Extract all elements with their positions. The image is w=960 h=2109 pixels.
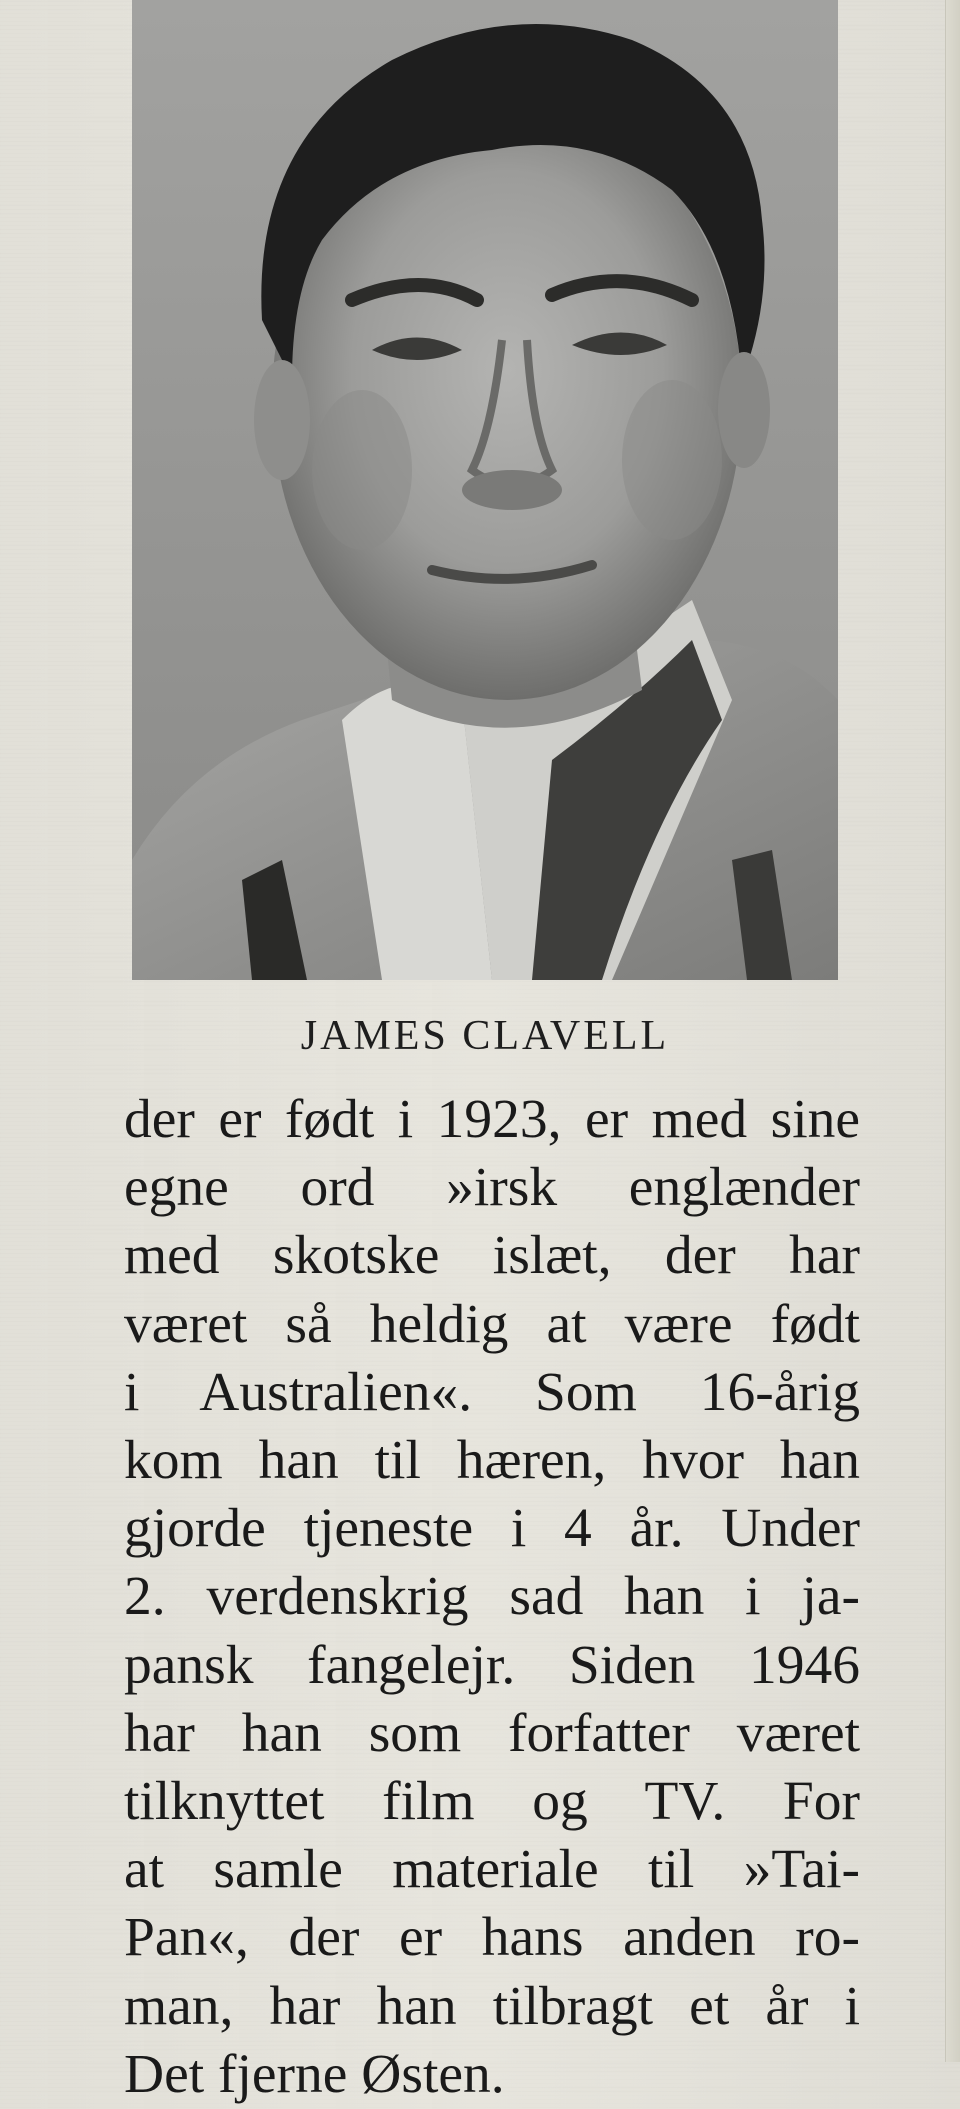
author-bio-paragraph xyxy=(124,1086,860,2109)
bio-line: kom han til hæren, hvor han xyxy=(124,1430,860,1492)
bio-line: egne ord »irsk englænder xyxy=(124,1157,860,1219)
author-name-caption: JAMES CLAVELL xyxy=(300,1013,670,1059)
bio-line: der er født i 1923, er med sine xyxy=(124,1089,860,1150)
bio-line: man, har han tilbragt et år i xyxy=(124,1975,860,2037)
bio-line: at samle materiale til »Tai- xyxy=(124,1839,860,1901)
bio-line: pansk fangelejr. Siden 1946 xyxy=(124,1634,860,1696)
bio-line: gjorde tjeneste i 4 år. Under xyxy=(124,1498,860,1560)
bio-line: været så heldig at være født xyxy=(124,1293,860,1355)
bio-line: 2. verdenskrig sad han i ja- xyxy=(124,1566,860,1628)
bio-line: Pan«, der er hans anden ro- xyxy=(124,1907,860,1969)
bio-line: med skotske islæt, der har xyxy=(124,1225,860,1287)
bio-line: tilknyttet film og TV. For xyxy=(124,1771,860,1833)
author-portrait-photo xyxy=(132,0,838,980)
bio-line: Det fjerne Østen. xyxy=(124,2043,505,2105)
bio-line: har han som forfatter været xyxy=(124,1702,860,1764)
bio-line: i Australien«. Som 16-årig xyxy=(124,1361,860,1423)
author-portrait-illustration xyxy=(132,0,838,980)
page-edge xyxy=(945,0,960,2062)
